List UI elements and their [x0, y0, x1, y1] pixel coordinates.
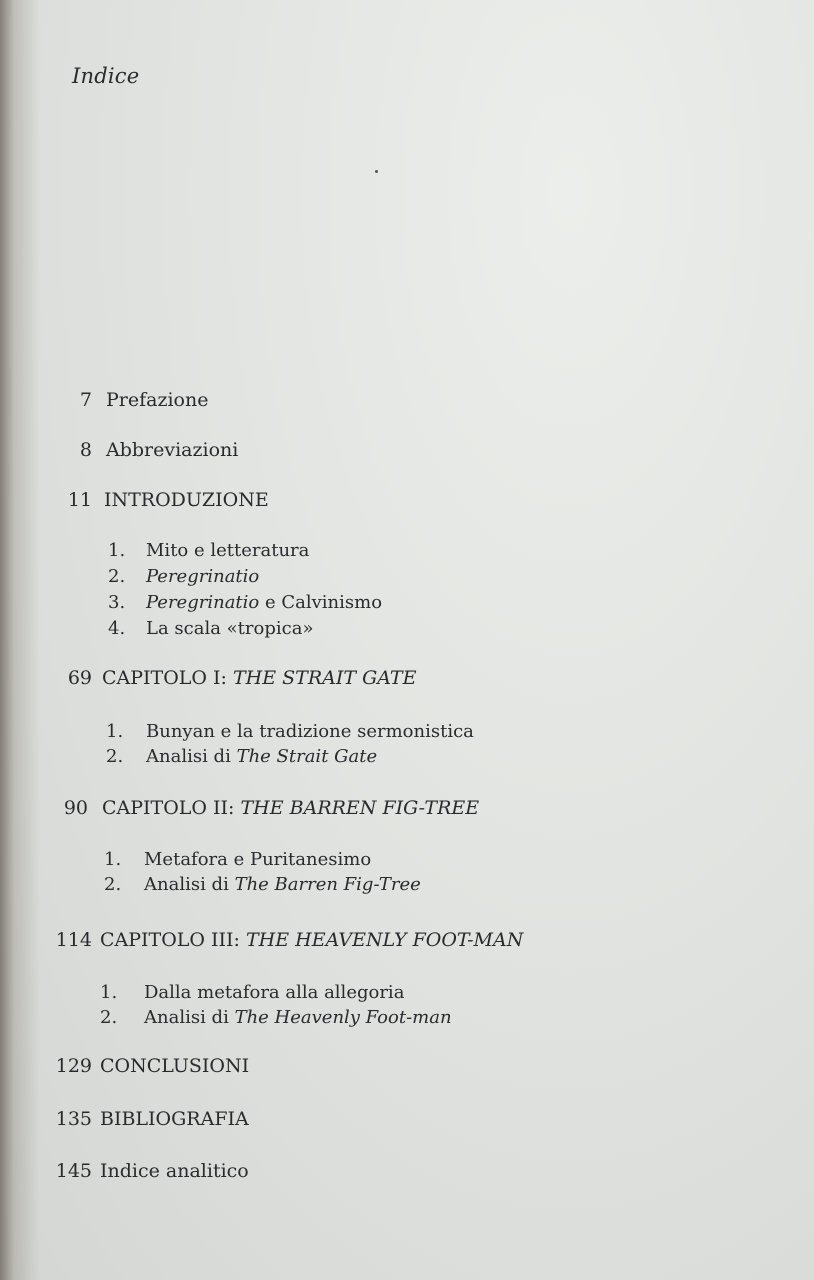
toc-title: [102, 669, 416, 688]
toc-title-prefix: CAPITOLO I:: [102, 667, 233, 689]
toc-page-number: 135: [55, 1108, 92, 1130]
toc-subentry-text: [144, 876, 421, 894]
toc-title: [100, 931, 523, 950]
toc-page-number: 7: [79, 389, 92, 411]
toc-page-number: 145: [55, 1160, 92, 1182]
toc-subentry-number: 2.: [104, 874, 122, 895]
toc-subentry-number: 2.: [100, 1007, 118, 1028]
toc-title-italic: THE STRAIT GATE: [232, 667, 417, 689]
toc-title: [102, 799, 479, 818]
toc-page-number: 129: [55, 1055, 92, 1077]
toc-subentry-number: 1.: [104, 849, 122, 870]
toc-subentry-text: [146, 594, 382, 612]
toc-subentry-text: Dalla metafora alla allegoria: [144, 982, 405, 1003]
toc-title-italic: THE HEAVENLY FOOT-MAN: [246, 929, 524, 951]
toc-subentry-rest: Analisi di: [144, 874, 235, 895]
toc-page-number: 69: [67, 667, 92, 689]
toc-subentry-rest: Analisi di: [146, 746, 237, 767]
toc-title: INTRODUZIONE: [104, 489, 269, 511]
toc-subentry-text: Mito e letteratura: [146, 540, 310, 561]
toc-subentry-text: [146, 748, 377, 766]
toc-title-prefix: CAPITOLO II:: [102, 797, 241, 819]
toc-subentry-number: 2.: [108, 566, 126, 587]
toc-page-number: 114: [55, 929, 92, 951]
toc-subentry-number: 3.: [108, 592, 126, 613]
toc-subentry-text: [144, 1009, 452, 1027]
toc-page-number: 8: [79, 439, 92, 461]
toc-subentry-number: 1.: [100, 982, 118, 1003]
toc-page-number: 11: [67, 489, 92, 511]
toc-subentry-italic: Peregrinatio: [146, 592, 260, 613]
toc-subentry-number: 4.: [108, 618, 126, 639]
toc-subentry-text: Metafora e Puritanesimo: [144, 849, 372, 870]
toc-page-number: 90: [63, 797, 88, 819]
toc-subentry-italic: The Barren Fig-Tree: [234, 874, 421, 895]
toc-subentry-rest: Analisi di: [144, 1007, 235, 1028]
toc-subentry-text: Bunyan e la tradizione sermonistica: [146, 721, 474, 742]
toc-subentry-rest: e Calvinismo: [259, 592, 383, 613]
toc-subentry-italic: The Strait Gate: [236, 746, 378, 767]
toc-subentry-text: La scala «tropica»: [146, 618, 314, 639]
toc-title-italic: THE BARREN FIG-TREE: [240, 797, 480, 819]
toc-title: Prefazione: [106, 389, 209, 411]
toc-subentry-italic: The Heavenly Foot-man: [234, 1007, 452, 1028]
toc-title: CONCLUSIONI: [100, 1055, 250, 1077]
toc-subentry-number: 1.: [108, 540, 126, 561]
toc-title: Indice analitico: [100, 1160, 249, 1182]
toc-title: Abbreviazioni: [106, 439, 239, 461]
toc-subentry-text: Peregrinatio: [146, 566, 260, 587]
toc-title: BIBLIOGRAFIA: [100, 1108, 249, 1130]
toc-title-prefix: CAPITOLO III:: [100, 929, 246, 951]
toc-subentry-number: 1.: [106, 721, 124, 742]
page-heading: Indice: [72, 64, 140, 88]
toc-subentry-number: 2.: [106, 746, 124, 767]
